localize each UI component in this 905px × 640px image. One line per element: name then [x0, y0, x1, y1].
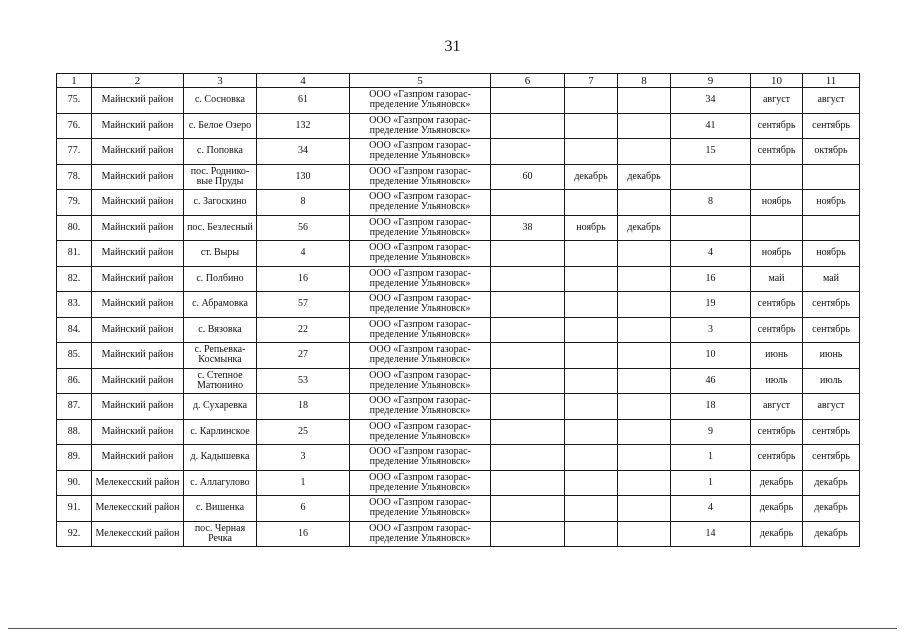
table-cell: с. Репьевка-Космынка [184, 343, 257, 369]
table-cell: ООО «Газпром газорас-пределение Ульяновск» [350, 215, 491, 241]
table-cell: май [751, 266, 803, 292]
table-cell: 8 [257, 190, 350, 216]
column-header: 10 [751, 74, 803, 88]
table-cell: Майнский район [92, 317, 184, 343]
table-cell: сентябрь [751, 445, 803, 471]
table-cell [491, 317, 565, 343]
table-cell: ст. Выры [184, 241, 257, 267]
column-header: 1 [57, 74, 92, 88]
table-cell: 19 [671, 292, 751, 318]
table-cell: Майнский район [92, 215, 184, 241]
data-table [56, 73, 860, 547]
table-row [57, 292, 860, 318]
table-cell: ООО «Газпром газорас-пределение Ульяновск» [350, 521, 491, 547]
table-cell [491, 470, 565, 496]
table-cell [618, 496, 671, 522]
table-cell: Майнский район [92, 88, 184, 114]
table-row [57, 368, 860, 394]
table-cell: 22 [257, 317, 350, 343]
table-cell [751, 164, 803, 190]
table-cell: ООО «Газпром газорас-пределение Ульяновск» [350, 470, 491, 496]
table-cell: 75. [57, 88, 92, 114]
table-cell: с. Сосновка [184, 88, 257, 114]
table-cell [491, 88, 565, 114]
table-cell: ООО «Газпром газорас-пределение Ульяновск» [350, 292, 491, 318]
table-cell [491, 368, 565, 394]
table-cell: Майнский район [92, 190, 184, 216]
table-cell: ООО «Газпром газорас-пределение Ульяновск» [350, 164, 491, 190]
table-row [57, 88, 860, 114]
table-cell: ООО «Газпром газорас-пределение Ульяновск» [350, 445, 491, 471]
table-cell: д. Кадышевка [184, 445, 257, 471]
column-header: 6 [491, 74, 565, 88]
table-cell: 14 [671, 521, 751, 547]
table-cell: сентябрь [803, 292, 860, 318]
table-cell: июнь [751, 343, 803, 369]
table-cell: декабрь [618, 215, 671, 241]
column-header: 2 [92, 74, 184, 88]
table-cell [618, 419, 671, 445]
table-cell: 46 [671, 368, 751, 394]
table-cell: 57 [257, 292, 350, 318]
table-cell: сентябрь [751, 317, 803, 343]
table-cell: 61 [257, 88, 350, 114]
table-cell: ООО «Газпром газорас-пределение Ульяновск» [350, 139, 491, 165]
table-cell: 88. [57, 419, 92, 445]
table-cell: с. Поповка [184, 139, 257, 165]
table-cell [565, 292, 618, 318]
table-cell [618, 241, 671, 267]
table-cell: с. Аллагулово [184, 470, 257, 496]
table-cell: 60 [491, 164, 565, 190]
table-cell [671, 215, 751, 241]
table-cell: 18 [671, 394, 751, 420]
table-cell [565, 470, 618, 496]
table-cell: 79. [57, 190, 92, 216]
table-cell: 3 [671, 317, 751, 343]
table-row [57, 215, 860, 241]
table-cell: 92. [57, 521, 92, 547]
table-cell: ООО «Газпром газорас-пределение Ульяновск» [350, 394, 491, 420]
table-cell: август [803, 88, 860, 114]
table-cell: 34 [257, 139, 350, 165]
table-cell [565, 343, 618, 369]
table-cell [803, 215, 860, 241]
table-cell: 84. [57, 317, 92, 343]
table-cell: ООО «Газпром газорас-пределение Ульяновск» [350, 368, 491, 394]
table-cell [565, 190, 618, 216]
column-header: 5 [350, 74, 491, 88]
table-cell: июнь [803, 343, 860, 369]
table-cell [565, 394, 618, 420]
table-cell: 41 [671, 113, 751, 139]
table-row [57, 521, 860, 547]
table-cell: 1 [671, 470, 751, 496]
table-cell: Майнский район [92, 266, 184, 292]
column-header: 9 [671, 74, 751, 88]
table-cell: 91. [57, 496, 92, 522]
table-cell [491, 241, 565, 267]
table-cell: ноябрь [751, 190, 803, 216]
table-row [57, 113, 860, 139]
table-cell: декабрь [565, 164, 618, 190]
table-cell [618, 521, 671, 547]
table-cell: 1 [257, 470, 350, 496]
table-cell: Мелекесский район [92, 470, 184, 496]
table-cell: Майнский район [92, 394, 184, 420]
table-cell: Майнский район [92, 113, 184, 139]
table-cell [803, 164, 860, 190]
table-cell [565, 445, 618, 471]
table-header-row [57, 74, 860, 88]
table-cell: сентябрь [803, 113, 860, 139]
table-cell [491, 394, 565, 420]
table-cell [618, 113, 671, 139]
table-cell: август [751, 394, 803, 420]
table-cell: декабрь [751, 496, 803, 522]
table-cell [491, 496, 565, 522]
table-cell: ООО «Газпром газорас-пределение Ульяновск» [350, 343, 491, 369]
table-cell [565, 266, 618, 292]
table-cell: д. Сухаревка [184, 394, 257, 420]
table-cell: ноябрь [751, 241, 803, 267]
table-cell: август [803, 394, 860, 420]
table-cell [671, 164, 751, 190]
table-cell [618, 470, 671, 496]
table-row [57, 496, 860, 522]
table-cell [491, 113, 565, 139]
table-cell [491, 419, 565, 445]
table-row [57, 317, 860, 343]
column-header: 3 [184, 74, 257, 88]
table-cell: 4 [671, 241, 751, 267]
table-cell: 53 [257, 368, 350, 394]
column-header: 7 [565, 74, 618, 88]
table-cell: 87. [57, 394, 92, 420]
table-cell [491, 190, 565, 216]
table-cell: сентябрь [751, 419, 803, 445]
table-cell: декабрь [618, 164, 671, 190]
table-row [57, 470, 860, 496]
table-cell [491, 445, 565, 471]
table-cell: сентябрь [803, 419, 860, 445]
table-cell: 8 [671, 190, 751, 216]
table-cell [618, 317, 671, 343]
table-cell: Майнский район [92, 139, 184, 165]
table-cell [565, 113, 618, 139]
table-row [57, 190, 860, 216]
table-cell: с. Степное Матюнино [184, 368, 257, 394]
column-header: 4 [257, 74, 350, 88]
table-cell: с. Белое Озеро [184, 113, 257, 139]
table-cell: декабрь [803, 521, 860, 547]
table-cell: июль [751, 368, 803, 394]
column-header: 11 [803, 74, 860, 88]
table-cell: с. Абрамовка [184, 292, 257, 318]
table-cell: Майнский район [92, 292, 184, 318]
table-cell: 82. [57, 266, 92, 292]
table-cell: с. Полбино [184, 266, 257, 292]
table-cell: Майнский район [92, 368, 184, 394]
table-cell: 132 [257, 113, 350, 139]
table-cell [618, 88, 671, 114]
table-cell: 80. [57, 215, 92, 241]
table-cell: октябрь [803, 139, 860, 165]
table-cell: ООО «Газпром газорас-пределение Ульяновск» [350, 241, 491, 267]
table-cell: с. Вязовка [184, 317, 257, 343]
table-row [57, 241, 860, 267]
table-cell: Майнский район [92, 419, 184, 445]
table-cell: 1 [671, 445, 751, 471]
table-cell: с. Вишенка [184, 496, 257, 522]
table-cell [618, 266, 671, 292]
table-cell: сентябрь [803, 445, 860, 471]
table-cell [565, 521, 618, 547]
table-row [57, 139, 860, 165]
table-cell: пос. Черная Речка [184, 521, 257, 547]
table-cell: сентябрь [803, 317, 860, 343]
table-cell: 34 [671, 88, 751, 114]
table-cell: 38 [491, 215, 565, 241]
table-cell: ноябрь [565, 215, 618, 241]
table-cell [491, 139, 565, 165]
table-cell: 10 [671, 343, 751, 369]
table-cell [565, 419, 618, 445]
table-cell [618, 445, 671, 471]
table-cell [565, 317, 618, 343]
table-cell: ООО «Газпром газорас-пределение Ульяновск» [350, 266, 491, 292]
table-cell [565, 368, 618, 394]
table-cell: ООО «Газпром газорас-пределение Ульяновск» [350, 317, 491, 343]
table-cell: сентябрь [751, 139, 803, 165]
table-cell: ООО «Газпром газорас-пределение Ульяновск» [350, 419, 491, 445]
table-cell: 25 [257, 419, 350, 445]
table-cell: пос. Безлесный [184, 215, 257, 241]
table-cell: декабрь [751, 470, 803, 496]
table-cell [618, 292, 671, 318]
table-cell [565, 88, 618, 114]
table-cell [618, 394, 671, 420]
table-cell: пос. Роднико-вые Пруды [184, 164, 257, 190]
table-cell: 86. [57, 368, 92, 394]
table-cell: Мелекесский район [92, 496, 184, 522]
table-cell [618, 343, 671, 369]
table-cell: 9 [671, 419, 751, 445]
table-cell: сентябрь [751, 113, 803, 139]
table-cell [491, 521, 565, 547]
bottom-rule [8, 628, 897, 629]
table-cell: май [803, 266, 860, 292]
table-cell [491, 292, 565, 318]
table-cell: август [751, 88, 803, 114]
table-row [57, 164, 860, 190]
table-cell: Майнский район [92, 445, 184, 471]
table-cell: 90. [57, 470, 92, 496]
table-cell: ООО «Газпром газорас-пределение Ульяновск» [350, 496, 491, 522]
table-cell [618, 139, 671, 165]
table-row [57, 419, 860, 445]
table-cell [491, 266, 565, 292]
table-cell: 77. [57, 139, 92, 165]
table-cell: ООО «Газпром газорас-пределение Ульяновск» [350, 113, 491, 139]
table-cell [491, 343, 565, 369]
table-cell: ООО «Газпром газорас-пределение Ульяновск» [350, 190, 491, 216]
table-cell: Майнский район [92, 343, 184, 369]
table-cell: Мелекесский район [92, 521, 184, 547]
table-cell: 56 [257, 215, 350, 241]
table-cell: 85. [57, 343, 92, 369]
table-cell: 81. [57, 241, 92, 267]
table-cell: 16 [671, 266, 751, 292]
table-cell: 3 [257, 445, 350, 471]
table-cell: 4 [671, 496, 751, 522]
table-row [57, 266, 860, 292]
table-cell: 83. [57, 292, 92, 318]
table-cell [751, 215, 803, 241]
table-cell: с. Загоскино [184, 190, 257, 216]
table-cell: декабрь [751, 521, 803, 547]
table-cell [565, 241, 618, 267]
table-cell: сентябрь [751, 292, 803, 318]
table-cell: ноябрь [803, 190, 860, 216]
table-cell [618, 368, 671, 394]
table-cell: 76. [57, 113, 92, 139]
table-cell: 27 [257, 343, 350, 369]
table-cell [618, 190, 671, 216]
table-cell: декабрь [803, 470, 860, 496]
table-cell: 16 [257, 521, 350, 547]
table-row [57, 445, 860, 471]
table-row [57, 394, 860, 420]
table-cell: 16 [257, 266, 350, 292]
table-cell: 15 [671, 139, 751, 165]
table-cell: 130 [257, 164, 350, 190]
table-cell: 89. [57, 445, 92, 471]
table-cell: ноябрь [803, 241, 860, 267]
table-cell: 4 [257, 241, 350, 267]
table-cell: июль [803, 368, 860, 394]
column-header: 8 [618, 74, 671, 88]
page-number: 31 [444, 38, 461, 55]
table-cell: с. Карлинское [184, 419, 257, 445]
table-row [57, 343, 860, 369]
table-cell: Майнский район [92, 164, 184, 190]
table-cell: декабрь [803, 496, 860, 522]
table-cell [565, 496, 618, 522]
table-cell: 6 [257, 496, 350, 522]
table-cell: Майнский район [92, 241, 184, 267]
table-cell: 78. [57, 164, 92, 190]
table-cell: 18 [257, 394, 350, 420]
table-cell: ООО «Газпром газорас-пределение Ульяновск» [350, 88, 491, 114]
table-cell [565, 139, 618, 165]
